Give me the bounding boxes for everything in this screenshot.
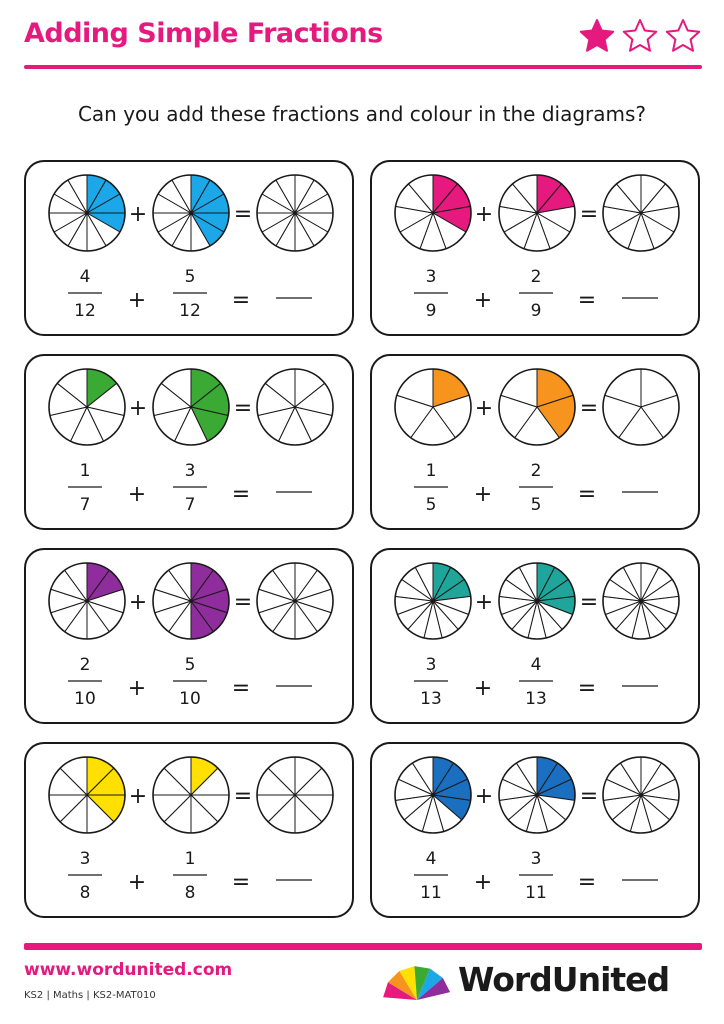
pie-second[interactable] [499, 563, 575, 639]
equals-sign: = [579, 784, 599, 809]
problem-card [24, 160, 354, 336]
fraction-second-denominator: 5 [530, 495, 542, 515]
problem-graphic [26, 162, 356, 338]
fraction-first-numerator: 4 [79, 267, 91, 287]
worksheet-code: KS2 | Maths | KS2-MAT010 [24, 990, 156, 1001]
fraction-second-numerator: 2 [530, 461, 542, 481]
equals-sign: = [233, 396, 253, 421]
plus-sign: + [474, 202, 494, 227]
problem-card [24, 354, 354, 530]
plus-sign: + [128, 396, 148, 421]
plus-sign: + [473, 288, 493, 313]
pie-second[interactable] [499, 175, 575, 251]
problem-card [24, 742, 354, 918]
plus-sign: + [474, 396, 494, 421]
fraction-first-numerator: 3 [425, 655, 437, 675]
pie-answer[interactable] [603, 757, 679, 833]
star-empty-icon [667, 20, 699, 51]
fraction-second-denominator: 12 [179, 301, 201, 321]
footer-divider [24, 943, 702, 950]
equals-sign: = [233, 202, 253, 227]
fraction-second-numerator: 1 [184, 849, 196, 869]
difficulty-stars [578, 17, 702, 57]
equals-sign: = [577, 870, 597, 895]
pie-answer[interactable] [257, 175, 333, 251]
problem-graphic [372, 162, 702, 338]
plus-sign: + [127, 288, 147, 313]
equals-sign: = [579, 396, 599, 421]
pie-answer[interactable] [603, 563, 679, 639]
pie-first[interactable] [395, 757, 471, 833]
fraction-second-denominator: 9 [530, 301, 542, 321]
fraction-first-denominator: 9 [425, 301, 437, 321]
equals-sign: = [577, 288, 597, 313]
fraction-first-denominator: 13 [420, 689, 442, 709]
plus-sign: + [474, 784, 494, 809]
fraction-first-denominator: 10 [74, 689, 96, 709]
pie-second[interactable] [153, 175, 229, 251]
plus-sign: + [473, 676, 493, 701]
fraction-first-numerator: 1 [425, 461, 437, 481]
star-empty-icon [624, 20, 656, 51]
pie-first[interactable] [49, 175, 125, 251]
problem-card [370, 354, 700, 530]
problem-graphic [26, 744, 356, 920]
equals-sign: = [231, 482, 251, 507]
pie-second[interactable] [499, 757, 575, 833]
problem-card [370, 742, 700, 918]
equals-sign: = [233, 784, 253, 809]
pie-first[interactable] [395, 175, 471, 251]
pie-first[interactable] [49, 757, 125, 833]
plus-sign: + [128, 590, 148, 615]
star-filled-icon [581, 20, 613, 51]
plus-sign: + [474, 590, 494, 615]
plus-sign: + [473, 870, 493, 895]
problem-graphic [372, 550, 702, 726]
pie-answer[interactable] [257, 757, 333, 833]
equals-sign: = [579, 590, 599, 615]
fraction-second-numerator: 5 [184, 267, 196, 287]
fraction-second-denominator: 10 [179, 689, 201, 709]
pie-first[interactable] [49, 563, 125, 639]
problem-graphic [26, 550, 356, 726]
pie-answer[interactable] [257, 369, 333, 445]
fraction-second-denominator: 7 [184, 495, 196, 515]
fraction-first-denominator: 7 [79, 495, 91, 515]
fraction-second-denominator: 8 [184, 883, 196, 903]
fraction-second-denominator: 11 [525, 883, 547, 903]
pie-second[interactable] [499, 369, 575, 445]
fraction-first-numerator: 1 [79, 461, 91, 481]
plus-sign: + [127, 870, 147, 895]
equals-sign: = [233, 590, 253, 615]
pie-first[interactable] [395, 369, 471, 445]
plus-sign: + [127, 676, 147, 701]
problem-card [24, 548, 354, 724]
header-divider [24, 65, 702, 69]
equals-sign: = [231, 676, 251, 701]
brand-logo-text: WordUnited [458, 960, 670, 999]
equals-sign: = [231, 288, 251, 313]
pie-second[interactable] [153, 369, 229, 445]
plus-sign: + [127, 482, 147, 507]
instruction-text: Can you add these fractions and colour in the diagrams? [77, 102, 647, 126]
pie-first[interactable] [395, 563, 471, 639]
plus-sign: + [128, 202, 148, 227]
page-title: Adding Simple Fractions [24, 18, 383, 49]
fraction-second-denominator: 13 [525, 689, 547, 709]
fraction-second-numerator: 4 [530, 655, 542, 675]
pie-answer[interactable] [603, 369, 679, 445]
fraction-first-denominator: 5 [425, 495, 437, 515]
fraction-first-numerator: 3 [425, 267, 437, 287]
problem-graphic [372, 744, 702, 920]
fraction-second-numerator: 3 [184, 461, 196, 481]
fraction-first-denominator: 11 [420, 883, 442, 903]
equals-sign: = [231, 870, 251, 895]
fraction-first-denominator: 12 [74, 301, 96, 321]
website-link[interactable]: www.wordunited.com [24, 960, 233, 980]
fraction-first-numerator: 4 [425, 849, 437, 869]
pie-second[interactable] [153, 757, 229, 833]
book-fan-logo-icon [378, 962, 456, 1002]
fraction-first-numerator: 3 [79, 849, 91, 869]
problem-card [370, 160, 700, 336]
pie-second[interactable] [153, 563, 229, 639]
fraction-first-numerator: 2 [79, 655, 91, 675]
equals-sign: = [579, 202, 599, 227]
pie-answer[interactable] [603, 175, 679, 251]
fraction-first-denominator: 8 [79, 883, 91, 903]
pie-first[interactable] [49, 369, 125, 445]
fraction-second-numerator: 2 [530, 267, 542, 287]
plus-sign: + [473, 482, 493, 507]
plus-sign: + [128, 784, 148, 809]
problem-graphic [26, 356, 356, 532]
problem-graphic [372, 356, 702, 532]
equals-sign: = [577, 482, 597, 507]
problem-card [370, 548, 700, 724]
pie-answer[interactable] [257, 563, 333, 639]
fraction-second-numerator: 3 [530, 849, 542, 869]
fraction-second-numerator: 5 [184, 655, 196, 675]
equals-sign: = [577, 676, 597, 701]
